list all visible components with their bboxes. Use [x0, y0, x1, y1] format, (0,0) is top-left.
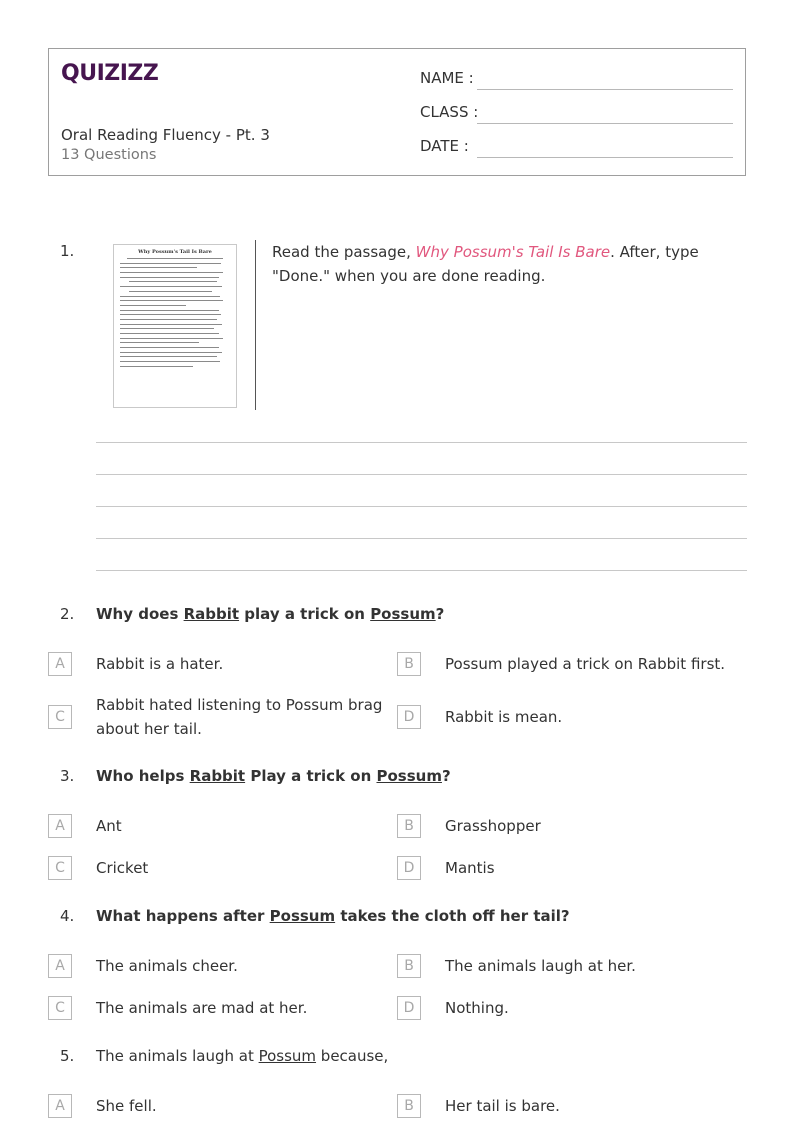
- class-field[interactable]: [477, 123, 733, 124]
- option-d-text: Rabbit is mean.: [445, 708, 563, 726]
- question-number: 4.: [60, 907, 75, 925]
- option-b-text: Grasshopper: [445, 817, 541, 835]
- answer-line[interactable]: [96, 474, 747, 475]
- option-a-text: Ant: [96, 817, 122, 835]
- option-d-box[interactable]: D: [397, 996, 421, 1020]
- option-c-text: Rabbit hated listening to Possum brag about her tail.: [96, 696, 383, 738]
- class-label: CLASS :: [420, 103, 479, 121]
- passage-title: Why Possum's Tail Is Bare: [415, 243, 611, 261]
- question-text: Why does Rabbit play a trick on Possum?: [96, 605, 445, 623]
- option-c-box[interactable]: C: [48, 856, 72, 880]
- answer-line[interactable]: [96, 570, 747, 571]
- worksheet-title: Oral Reading Fluency - Pt. 3: [61, 126, 270, 144]
- name-label: NAME :: [420, 69, 474, 87]
- option-a-box[interactable]: A: [48, 814, 72, 838]
- answer-line[interactable]: [96, 506, 747, 507]
- option-c-text: The animals are mad at her.: [96, 999, 308, 1017]
- name-field[interactable]: [477, 89, 733, 90]
- answer-line[interactable]: [96, 442, 747, 443]
- question-count: 13 Questions: [61, 147, 157, 163]
- question-number: 5.: [60, 1047, 75, 1065]
- quizizz-logo: QUIZIZZ: [61, 61, 159, 86]
- option-b-text: Her tail is bare.: [445, 1097, 560, 1115]
- option-a-box[interactable]: A: [48, 1094, 72, 1118]
- passage-image-title: Why Possum's Tail Is Bare: [138, 249, 212, 255]
- option-b-text: Possum played a trick on Rabbit first.: [445, 655, 726, 673]
- option-d-text: Nothing.: [445, 999, 509, 1017]
- question-text: Read the passage, Why Possum's Tail Is Bare. After, type "Done." when you are done reading.: [272, 243, 699, 285]
- date-label: DATE :: [420, 137, 469, 155]
- option-c-box[interactable]: C: [48, 996, 72, 1020]
- question-text: Who helps Rabbit Play a trick on Possum?: [96, 767, 451, 785]
- option-a-box[interactable]: A: [48, 652, 72, 676]
- option-d-text: Mantis: [445, 859, 495, 877]
- option-b-box[interactable]: B: [397, 1094, 421, 1118]
- option-c-text: Cricket: [96, 859, 149, 877]
- answer-line[interactable]: [96, 538, 747, 539]
- option-d-box[interactable]: D: [397, 856, 421, 880]
- passage-image: [113, 244, 237, 408]
- question-number: 2.: [60, 605, 75, 623]
- option-c-box[interactable]: C: [48, 705, 72, 729]
- question-text: What happens after Possum takes the cloth off her tail?: [96, 907, 570, 925]
- option-a-box[interactable]: A: [48, 954, 72, 978]
- option-d-box[interactable]: D: [397, 705, 421, 729]
- option-a-text: Rabbit is a hater.: [96, 655, 224, 673]
- option-b-box[interactable]: B: [397, 814, 421, 838]
- option-b-box[interactable]: B: [397, 954, 421, 978]
- question-number: 3.: [60, 767, 75, 785]
- option-b-text: The animals laugh at her.: [445, 957, 636, 975]
- option-a-text: She fell.: [96, 1097, 157, 1115]
- date-field[interactable]: [477, 157, 733, 158]
- question-text: The animals laugh at Possum because,: [96, 1047, 389, 1065]
- option-a-text: The animals cheer.: [96, 957, 238, 975]
- divider: [255, 240, 256, 410]
- option-b-box[interactable]: B: [397, 652, 421, 676]
- question-number: 1.: [60, 242, 75, 260]
- worksheet-header: [48, 48, 746, 176]
